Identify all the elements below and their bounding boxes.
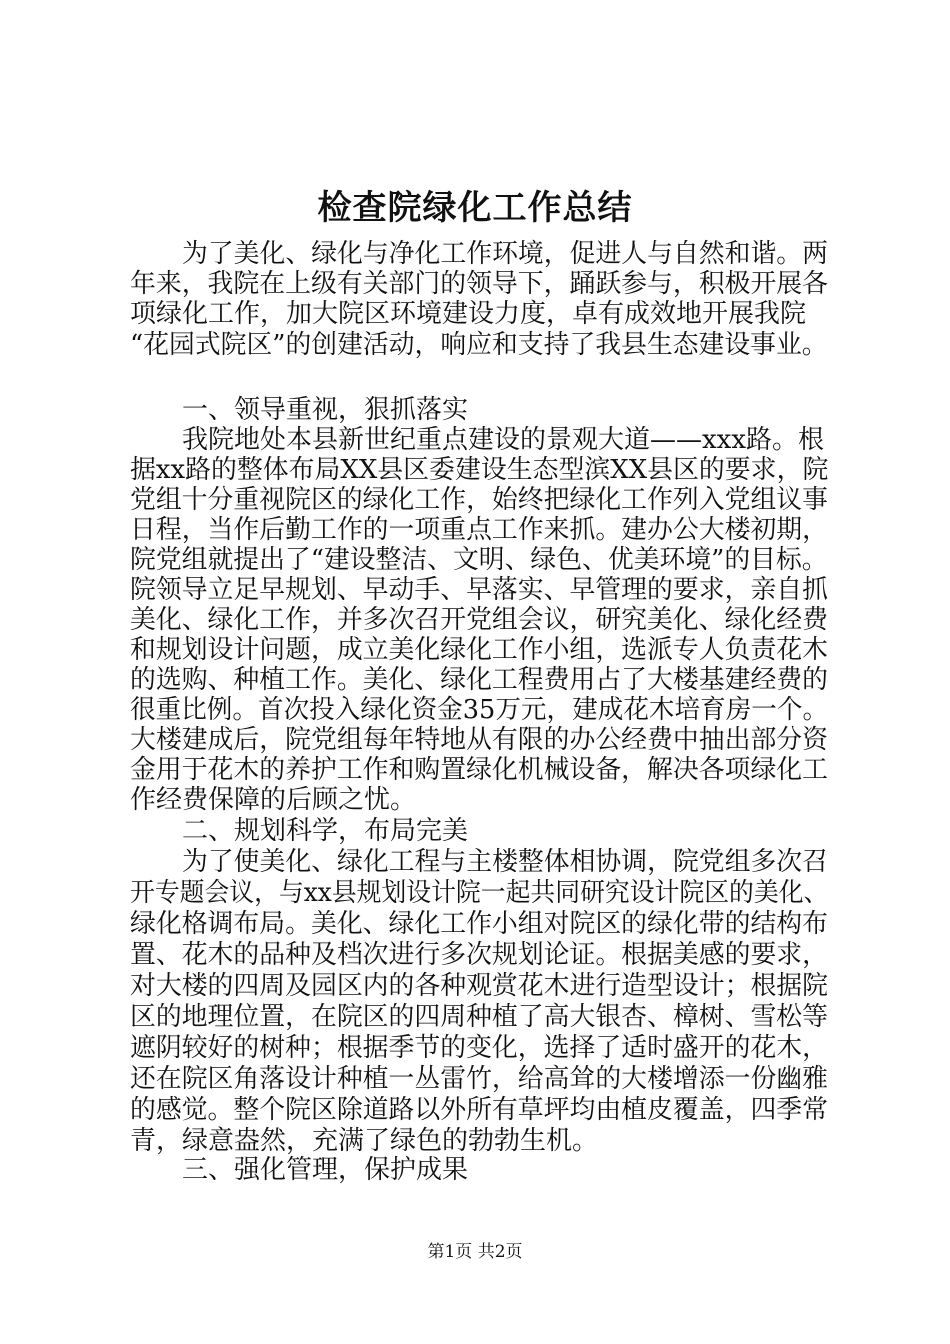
paragraph-section1-line: 日程，当作后勤工作的一项重点工作来抓。建办公大楼初期， [130,515,829,545]
paragraph-section2-line: 开专题会议，与xx县规划设计院一起共同研究设计院区的美化、 [130,878,829,908]
paragraph-section2-line: 为了使美化、绿化工程与主楼整体相协调，院党组多次召 [182,847,828,877]
paragraph-section1-line: 党组十分重视院区的绿化工作，始终把绿化工作列入党组议事 [130,485,829,515]
section-heading-3: 三、强化管理，保护成果 [182,1155,469,1185]
paragraph-section1-line: 金用于花木的养护工作和购置绿化机械设备，解决各项绿化工 [130,755,829,785]
paragraph-intro-line: “花园式院区”的创建活动，响应和支持了我县生态建设事业。 [130,330,828,360]
paragraph-section2-line: 遮阴较好的树种；根据季节的变化，选择了适时盛开的花木， [130,1033,829,1063]
paragraph-section1-line: 作经费保障的后顾之忧。 [130,785,417,815]
section-heading-1: 一、领导重视，狠抓落实 [182,395,469,425]
paragraph-section1-line: 很重比例。首次投入绿化资金35万元，建成花木培育房一个。 [130,695,829,725]
paragraph-section2-line: 还在院区角落设计种植一丛雷竹，给高耸的大楼增添一份幽雅 [130,1064,829,1094]
paragraph-section1-line: 院领导立足早规划、早动手、早落实、早管理的要求，亲自抓 [130,575,829,605]
section-heading-2: 二、规划科学，布局完美 [182,816,469,846]
paragraph-section2-line: 对大楼的四周及园区内的各种观赏花木进行造型设计；根据院 [130,971,829,1001]
paragraph-section2-line: 的感觉。整个院区除道路以外所有草坪均由植皮覆盖，四季常 [130,1095,829,1125]
paragraph-section2-line: 置、花木的品种及档次进行多次规划论证。根据美感的要求， [130,940,829,970]
page-footer: 第1页 共2页 [427,1242,523,1262]
paragraph-section1-line: 的选购、种植工作。美化、绿化工程费用占了大楼基建经费的 [130,665,829,695]
document-title: 检查院绿化工作总结 [317,188,633,228]
paragraph-section1-line: 据xx路的整体布局XX县区委建设生态型滨XX县区的要求，院 [130,455,829,485]
paragraph-intro-line: 年来，我院在上级有关部门的领导下，踊跃参与，积极开展各 [130,269,829,299]
paragraph-section2-line: 绿化格调布局。美化、绿化工作小组对院区的绿化带的结构布 [130,909,829,939]
paragraph-section2-line: 青，绿意盎然，充满了绿色的勃勃生机。 [130,1126,599,1156]
paragraph-intro-line: 为了美化、绿化与净化工作环境，促进人与自然和谐。两 [182,239,828,269]
paragraph-section2-line: 区的地理位置，在院区的四周种植了高大银杏、樟树、雪松等 [130,1002,829,1032]
paragraph-section1-line: 和规划设计问题，成立美化绿化工作小组，选派专人负责花木 [130,635,829,665]
paragraph-section1-line: 大楼建成后，院党组每年特地从有限的办公经费中抽出部分资 [130,725,829,755]
paragraph-section1-line: 院党组就提出了“建设整洁、文明、绿色、优美环境”的目标。 [130,545,828,575]
paragraph-intro-line: 项绿化工作，加大院区环境建设力度，卓有成效地开展我院 [130,299,807,329]
paragraph-section1-line: 我院地处本县新世纪重点建设的景观大道——xxx路。根 [182,425,824,455]
paragraph-section1-line: 美化、绿化工作，并多次召开党组会议，研究美化、绿化经费 [130,605,829,635]
